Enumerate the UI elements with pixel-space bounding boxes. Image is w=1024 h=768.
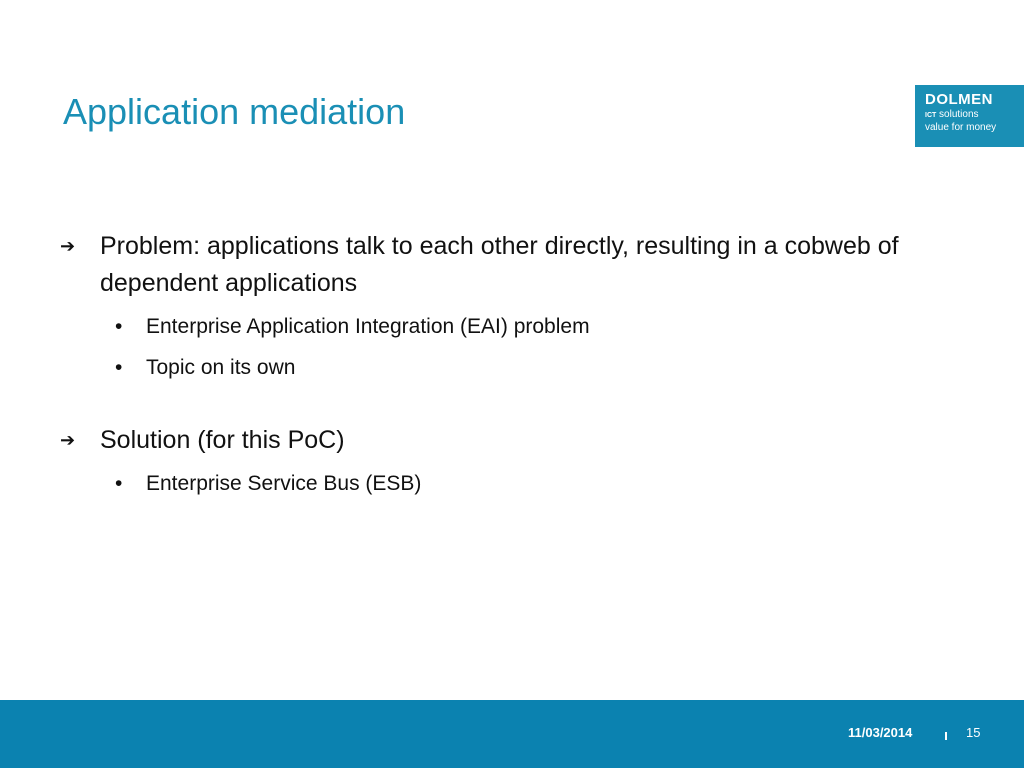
footer-bar bbox=[0, 700, 1024, 768]
sub-bullet-text: Enterprise Service Bus (ESB) bbox=[146, 472, 422, 495]
sub-bullet bbox=[60, 306, 920, 347]
bullet-dot-icon: • bbox=[115, 356, 123, 379]
logo-tagline-1-rest: solutions bbox=[936, 109, 979, 120]
sub-bullet-text: Topic on its own bbox=[146, 356, 296, 379]
arrow-bullet-icon: ➔ bbox=[60, 430, 76, 450]
bullet-dot-icon: • bbox=[115, 472, 123, 495]
bullet-problem bbox=[60, 228, 920, 302]
bullet-dot-icon: • bbox=[115, 315, 123, 338]
spacer bbox=[60, 388, 920, 422]
sub-bullet-text: Enterprise Application Integration (EAI) problem bbox=[146, 315, 590, 338]
arrow-bullet-icon: ➔ bbox=[60, 236, 76, 256]
logo-tagline-1 bbox=[925, 109, 1024, 122]
slide-content bbox=[60, 228, 920, 504]
footer-date: 11/03/2014 bbox=[848, 725, 913, 740]
logo-ict: ICT bbox=[925, 112, 937, 119]
logo-brand: DOLMEN bbox=[925, 91, 993, 108]
sub-list-solution bbox=[60, 463, 920, 504]
logo-tagline-2: value for money bbox=[925, 122, 997, 133]
company-logo bbox=[915, 85, 1024, 147]
page-number: 15 bbox=[966, 725, 981, 740]
footer-separator bbox=[945, 732, 947, 740]
bullet-solution bbox=[60, 422, 920, 459]
sub-bullet bbox=[60, 347, 920, 388]
bullet-problem-text: Problem: applications talk to each other directly, resulting in a cobweb of dependent applications bbox=[100, 232, 899, 297]
sub-bullet bbox=[60, 463, 920, 504]
bullet-solution-text: Solution (for this PoC) bbox=[100, 426, 345, 454]
page-title: Application mediation bbox=[63, 91, 406, 132]
sub-list-problem bbox=[60, 306, 920, 388]
